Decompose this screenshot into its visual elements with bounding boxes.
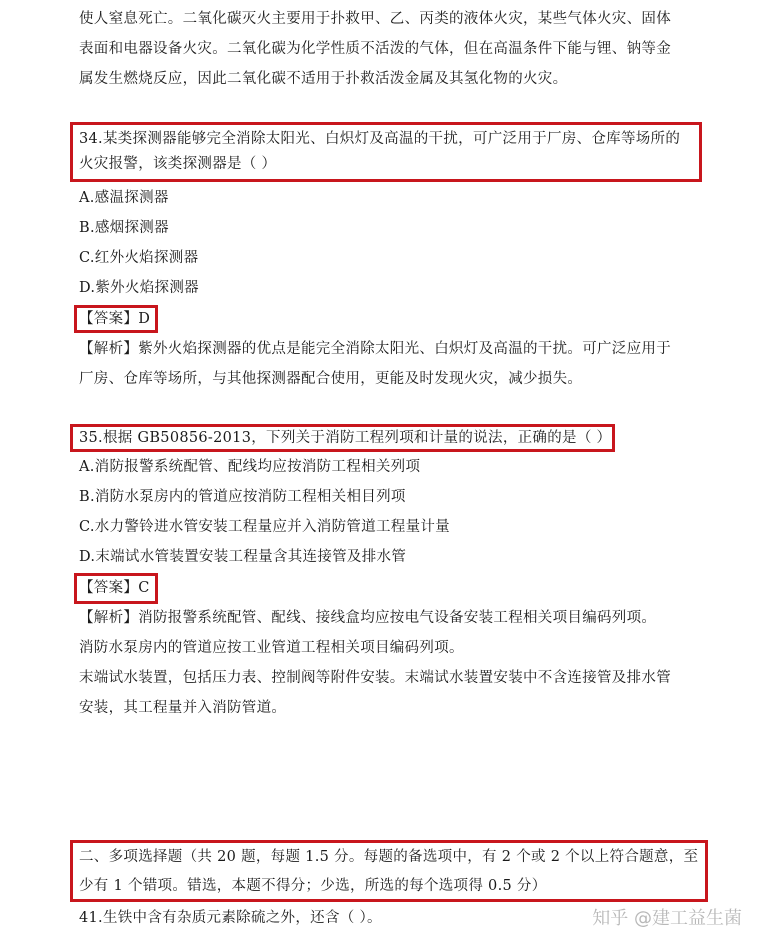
q34-analysis-line-1: 【解析】紫外火焰探测器的优点是能完全消除太阳光、白炽灯及高温的干扰。可广泛应用于 (79, 341, 671, 357)
q34-option-a: A.感温探测器 (79, 190, 169, 206)
q35-option-d: D.末端试水管装置安装工程量含其连接管及排水管 (79, 549, 407, 565)
q35-option-b: B.消防水泵房内的管道应按消防工程相关相目列项 (79, 489, 406, 505)
intro-line-2: 表面和电器设备火灾。二氧化碳为化学性质不活泼的气体，但在高温条件下能与锂、钠等金 (79, 41, 671, 57)
section2-heading-line-2: 少有 1 个错项。错选，本题不得分；少选，所选的每个选项得 0.5 分） (79, 878, 547, 894)
q35-option-a: A.消防报警系统配管、配线均应按消防工程相关列项 (79, 459, 421, 475)
q34-analysis-line-2: 厂房、仓库等场所，与其他探测器配合使用，更能及时发现火灾，减少损失。 (79, 371, 583, 387)
section2-heading-line-1: 二、多项选择题（共 20 题，每题 1.5 分。每题的备选项中，有 2 个或 2 个以上符合题意，至 (79, 849, 699, 865)
q35-answer: 【答案】C (79, 580, 150, 596)
intro-line-3: 属发生燃烧反应，因此二氧化碳不适用于扑救活泼金属及其氢化物的火灾。 (79, 71, 568, 87)
q35-analysis-line-1: 【解析】消防报警系统配管、配线、接线盒均应按电气设备安装工程相关项目编码列项。 (79, 610, 657, 626)
q35-analysis-line-2: 消防水泵房内的管道应按工业管道工程相关项目编码列项。 (79, 640, 464, 656)
zhihu-watermark: 知乎 @建工益生菌 (592, 908, 742, 929)
q34-question-line-2: 火灾报警，该类探测器是（ ） (79, 156, 277, 172)
intro-line-1: 使人窒息死亡。二氧化碳灭火主要用于扑救甲、乙、丙类的液体火灾，某些气体火灾、固体 (79, 11, 671, 27)
q35-analysis-line-4: 安装，其工程量并入消防管道。 (79, 700, 287, 716)
q41-question: 41.生铁中含有杂质元素除硫之外，还含（ ）。 (79, 910, 382, 926)
q34-option-b: B.感烟探测器 (79, 220, 169, 236)
q34-question-line-1: 34.某类探测器能够完全消除太阳光、白炽灯及高温的干扰，可广泛用于厂房、仓库等场所的 (79, 131, 681, 147)
q35-option-c: C.水力警铃进水管安装工程量应并入消防管道工程量计量 (79, 519, 450, 535)
q34-option-d: D.紫外火焰探测器 (79, 280, 199, 296)
q34-answer: 【答案】D (79, 311, 151, 327)
q35-question: 35.根据 GB50856-2013，下列关于消防工程列项和计量的说法，正确的是（ ） (79, 430, 612, 446)
q35-analysis-line-3: 末端试水装置，包括压力表、控制阀等附件安装。末端试水装置安装中不含连接管及排水管 (79, 670, 671, 686)
q34-option-c: C.红外火焰探测器 (79, 250, 199, 266)
